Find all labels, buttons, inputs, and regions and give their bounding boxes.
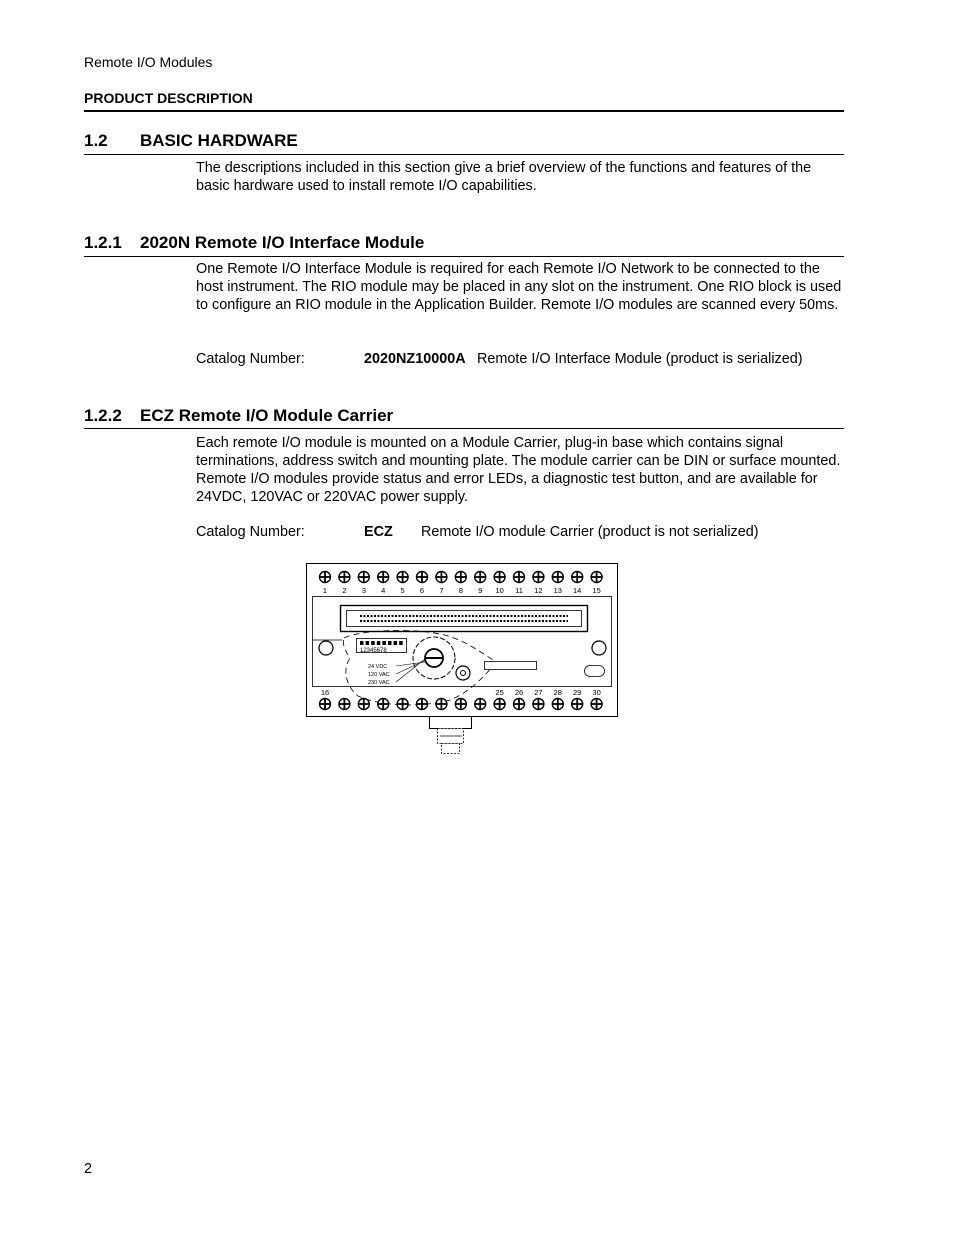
din-clip [430, 717, 472, 729]
catalog-line-carrier [196, 524, 846, 542]
heading-1-2-1 [84, 233, 424, 253]
terminal-number: 7 [439, 586, 444, 595]
terminal-screw-icon [475, 572, 486, 583]
dip-lever [366, 641, 370, 645]
module-carrier-diagram [300, 558, 624, 760]
terminal-screw-icon [552, 699, 563, 710]
terminal-number: 9 [478, 586, 483, 595]
paragraph-basic-hardware: The descriptions included in this section give a brief overview of the functions and features of the basic hardware used to install remote I/O capabilities. [196, 160, 812, 194]
heading-1-2-2 [84, 406, 393, 426]
led-window [485, 662, 537, 670]
terminal-screw-icon [494, 699, 505, 710]
terminal-screw-icon [397, 699, 408, 710]
terminal-screw-icon [436, 699, 447, 710]
terminal-number: 4 [381, 586, 386, 595]
dip-lever [382, 641, 386, 645]
header-rule [84, 110, 844, 112]
terminal-screw-icon [591, 699, 602, 710]
terminal-screw-icon [533, 572, 544, 583]
dip-lever [399, 641, 403, 645]
catalog-code: ECZ [364, 524, 393, 540]
heading-title: 2020N Remote I/O Interface Module [140, 233, 425, 252]
catalog-line-interface [196, 351, 846, 369]
slot [585, 666, 605, 677]
dip-lever [371, 641, 375, 645]
heading-rule [84, 256, 844, 257]
terminal-number: 11 [515, 586, 523, 595]
terminal-number: 30 [592, 688, 601, 697]
terminal-number: 3 [361, 586, 366, 595]
terminal-number: 13 [553, 586, 562, 595]
heading-1-2 [84, 131, 298, 151]
heading-rule [84, 428, 844, 429]
page-number: 2 [84, 1161, 93, 1177]
heading-title: BASIC HARDWARE [140, 131, 298, 150]
dip-lever [388, 641, 392, 645]
terminal-screw-icon [514, 572, 525, 583]
catalog-label: Catalog Number: [196, 524, 305, 540]
terminal-number: 1 [322, 586, 328, 595]
terminal-screw-icon [320, 699, 331, 710]
heading-number: 1.2 [84, 131, 108, 150]
heading-number: 1.2.1 [84, 233, 122, 252]
terminal-screw-icon [417, 699, 428, 710]
heading-number: 1.2.2 [84, 406, 122, 425]
terminal-screw-icon [358, 699, 369, 710]
terminal-number: 25 [495, 688, 504, 697]
terminal-screw-icon [339, 572, 350, 583]
terminal-number: 2 [342, 586, 347, 595]
terminal-number: 29 [573, 688, 582, 697]
terminal-screw-icon [572, 699, 583, 710]
heading-rule [84, 154, 844, 155]
terminal-screw-icon [417, 572, 428, 583]
terminal-number: 28 [553, 688, 562, 697]
paragraph-interface-module: One Remote I/O Interface Module is required for each Remote I/O Network to be connected to the host instrument. The RIO module may be placed in any slot on the instrument. One RIO block is used to configure an RIO module in the Application Builder. Remote I/O modules are scanned every 50ms. [196, 261, 842, 313]
terminal-screw-icon [475, 699, 486, 710]
voltage-label: 24 VDC [368, 664, 388, 670]
terminal-screw-icon [358, 572, 369, 583]
terminal-screw-icon [514, 699, 525, 710]
voltage-label: 230 VAC [368, 680, 390, 686]
terminal-number: 12 [534, 586, 543, 595]
voltage-label: 120 VAC [368, 672, 390, 678]
dip-switch-digits: 12345678 [360, 648, 387, 654]
dip-lever [394, 641, 398, 645]
terminal-number: 26 [514, 688, 524, 697]
terminal-screw-icon [397, 572, 408, 583]
terminal-screw-icon [494, 572, 505, 583]
terminal-screw-icon [455, 699, 466, 710]
terminal-number: 5 [400, 586, 405, 595]
dip-lever [360, 641, 364, 645]
catalog-label: Catalog Number: [196, 351, 305, 367]
mounting-hole [319, 641, 333, 655]
terminal-number: 16 [320, 688, 330, 697]
terminal-screw-icon [533, 699, 544, 710]
terminal-screw-icon [378, 699, 389, 710]
running-header-title: Remote I/O Modules [84, 54, 213, 70]
terminal-screw-icon [455, 572, 466, 583]
catalog-code: 2020NZ10000A [364, 351, 466, 367]
mounting-hole [592, 641, 606, 655]
paragraph-module-carrier: Each remote I/O module is mounted on a Module Carrier, plug-in base which contains signal terminations, address switch and mounting plate. The module carrier can be DIN or surface mounted. Remote I/O modules provide status and error LEDs, a diagnostic test button, and are available for 24VDC, 120VAC or 220VAC power supply. [196, 435, 841, 505]
terminal-screw-icon [436, 572, 447, 583]
heading-title: ECZ Remote I/O Module Carrier [140, 406, 394, 425]
terminal-screw-icon [572, 572, 583, 583]
terminal-screw-icon [378, 572, 389, 583]
terminal-number: 15 [592, 586, 601, 595]
catalog-description: Remote I/O Interface Module (product is serialized) [477, 351, 803, 367]
dip-lever [377, 641, 381, 645]
terminal-number: 27 [534, 688, 543, 697]
terminal-screw-icon [320, 572, 331, 583]
terminal-number: 6 [419, 586, 425, 595]
terminal-number: 10 [495, 586, 504, 595]
catalog-description: Remote I/O module Carrier (product is not serialized) [421, 524, 759, 540]
terminal-number: 8 [458, 586, 463, 595]
section-label: PRODUCT DESCRIPTION [84, 90, 253, 106]
terminal-number: 14 [573, 586, 582, 595]
terminal-screw-icon [552, 572, 563, 583]
terminal-screw-icon [339, 699, 350, 710]
terminal-screw-icon [591, 572, 602, 583]
